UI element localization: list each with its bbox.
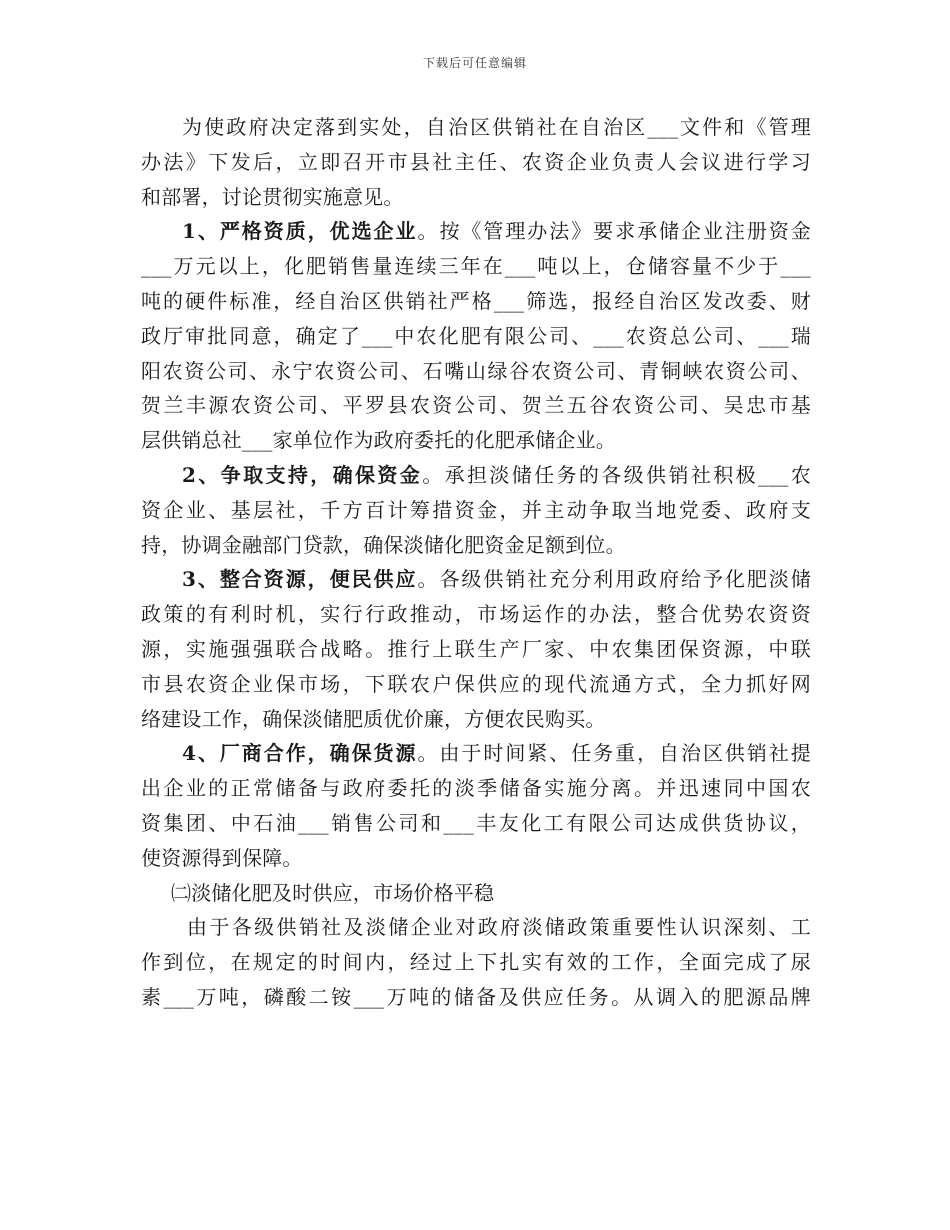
- text-line: 由于各级供销社及淡储企业对政府淡储政策重要性认识深刻、工: [187, 915, 811, 940]
- text-line: 和部署，讨论贯彻实施意见。: [141, 184, 404, 209]
- text-line: 资集团、中石油___销售公司和___丰友化工有限公司达成供货协议，: [141, 810, 811, 835]
- text-line: 政策的有利时机，实行行政推动，市场运作的办法，整合优势农资资: [141, 602, 811, 627]
- text-line: 办法》下发后，立即召开市县社主任、农资企业负责人会议进行学习: [141, 149, 811, 174]
- section-heading: 3、整合资源，便民供应: [182, 567, 418, 592]
- section-text: 。由于时间紧、任务重，自治区供销社提: [417, 741, 811, 766]
- text-line: 贺兰丰源农资公司、平罗县农资公司、贺兰五谷农资公司、吴忠市基: [141, 393, 811, 418]
- subsection-heading: ㈡淡储化肥及时供应，市场价格平稳: [171, 880, 495, 905]
- page-header: 下载后可任意编辑: [422, 56, 527, 70]
- text-line: ___万元以上，化肥销售量连续三年在___吨以上，仓储容量不少于___: [141, 254, 811, 279]
- text-line: 政厅审批同意，确定了___中农化肥有限公司、___农资总公司、___瑞: [141, 323, 811, 348]
- text-line: 使资源得到保障。: [141, 845, 303, 870]
- text-line: 源，实施强强联合战略。推行上联生产厂家、中农集团保资源，中联: [141, 636, 811, 661]
- text-line: 资企业、基层社，千方百计筹措资金，并主动争取当地党委、政府支: [141, 497, 811, 522]
- section-heading: 2、争取支持，确保资金: [182, 462, 423, 487]
- text-line: 层供销总社___家单位作为政府委托的化肥承储企业。: [141, 428, 616, 453]
- text-line: 作到位，在规定的时间内，经过上下扎实有效的工作，全面完成了尿: [141, 950, 811, 975]
- document-body: [141, 110, 811, 1015]
- text-line: 为使政府决定落到实处，自治区供销社在自治区___文件和《管理: [182, 115, 811, 139]
- section-heading: 1、严格资质，优选企业: [182, 219, 418, 244]
- text-line: 市县农资企业保市场，下联农户保供应的现代流通方式，全力抓好网: [141, 671, 811, 696]
- section-first-line: [141, 562, 811, 597]
- section-heading: 4、厂商合作，确保货源: [182, 741, 418, 766]
- section-first-line: [141, 214, 811, 249]
- text-line: 吨的硬件标准，经自治区供销社严格___筛选，报经自治区发改委、财: [141, 288, 811, 313]
- section-first-line: [141, 458, 811, 493]
- section-text: 。按《管理办法》要求承储企业注册资金: [417, 219, 811, 244]
- section-first-line: [141, 736, 811, 771]
- section-text: 。承担淡储任务的各级供销社积极___农: [422, 462, 811, 487]
- section-text: 。各级供销社充分利用政府给予化肥淡储: [417, 567, 811, 592]
- text-line: 阳农资公司、永宁农资公司、石嘴山绿谷农资公司、青铜峡农资公司、: [141, 358, 811, 383]
- text-line: 络建设工作，确保淡储肥质优价廉，方便农民购买。: [141, 706, 606, 731]
- text-line: 持，协调金融部门贷款，确保淡储化肥资金足额到位。: [141, 532, 626, 557]
- text-line: 出企业的正常储备与政府委托的淡季储备实施分离。并迅速同中国农: [141, 776, 811, 801]
- text-line: 素___万吨，磷酸二铵___万吨的储备及供应任务。从调入的肥源品牌: [141, 984, 811, 1009]
